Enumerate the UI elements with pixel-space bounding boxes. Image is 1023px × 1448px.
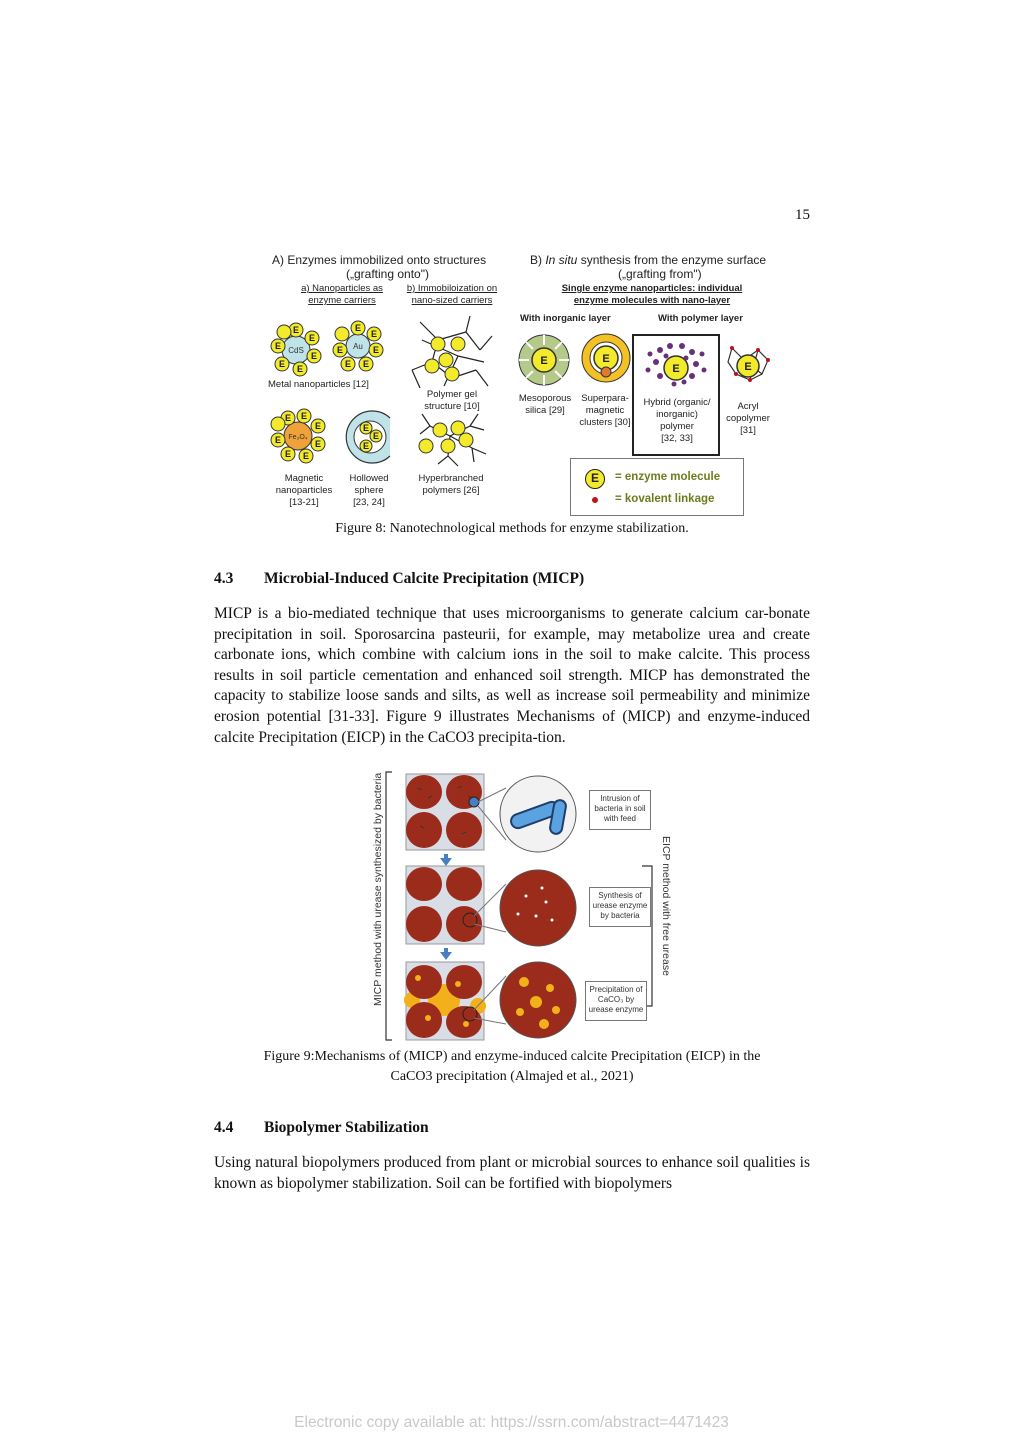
svg-text:E: E (292, 325, 300, 335)
acryl-line3: [31] (740, 425, 756, 436)
svg-text:E: E (302, 451, 310, 461)
section-title-4-4: Biopolymer Stabilization (264, 1119, 429, 1136)
svg-text:E: E (308, 333, 316, 343)
sub-b-line2: nano-sized carriers (411, 295, 493, 306)
hybrid-line2: inorganic) (656, 409, 698, 420)
hollowed-line2: sphere (354, 485, 384, 496)
svg-text:E: E (344, 359, 352, 369)
svg-text:E: E (354, 323, 362, 333)
svg-text:E: E (284, 413, 292, 423)
sub-a-line2: enzyme carriers (308, 295, 376, 306)
svg-text:E: E (336, 345, 344, 355)
hybrid-line4: [32, 33] (661, 433, 693, 444)
hollowed-sphere (346, 411, 390, 463)
section-number: 4.3 (214, 570, 234, 587)
left-bracket (386, 772, 392, 1040)
panel-b-rest: synthesis from the enzyme surface (577, 253, 767, 267)
sub-b-line1: b) Immobiloization on (406, 283, 498, 294)
hybrid-line1: Hybrid (organic/ (643, 397, 711, 408)
section-heading-4-4 (214, 1119, 429, 1137)
metal-nanoparticles-label: Metal nanoparticles [12] (268, 379, 369, 390)
polymer-gel-line1: Polymer gel (426, 389, 478, 400)
soil-panel-3 (404, 962, 486, 1040)
svg-text:E: E (362, 359, 370, 369)
panel-b-title (530, 254, 766, 268)
meso-line2: silica [29] (525, 405, 565, 416)
svg-text:E: E (744, 361, 752, 373)
micp-method-label: MICP method with urease synthesized by bacteria (372, 772, 384, 1006)
panel-b-prefix: B) (530, 253, 546, 267)
figure-8 (262, 250, 782, 518)
polymer-gel-line2: structure [10] (424, 401, 480, 412)
svg-text:E: E (274, 341, 282, 351)
precipitation-zoom (474, 962, 576, 1038)
svg-text:E: E (274, 435, 282, 445)
intrusion-box: Intrusion of bacteria in soil with feed (589, 790, 651, 830)
bacteria-zoom (478, 776, 576, 852)
soil-panel-1 (406, 774, 484, 850)
svg-text:E: E (672, 363, 680, 375)
magnetic-line1: Magnetic (284, 473, 324, 484)
svg-text:E: E (278, 359, 286, 369)
figure-9-caption-line2: CaCO3 precipitation (Almajed et al., 2021) (390, 1069, 634, 1084)
svg-text:E: E (362, 441, 370, 451)
panel-a-title: A) Enzymes immobilized onto structures (272, 253, 487, 267)
svg-text:E: E (370, 329, 378, 339)
eicp-method-label: EICP method with free urease (660, 836, 672, 976)
synthesis-box: Synthesis of urease enzyme by bacteria (589, 887, 651, 927)
meso-line1: Mesoporous (518, 393, 572, 404)
figure-8-legend (570, 458, 744, 516)
svg-text:E: E (602, 353, 610, 365)
figure-9-caption (214, 1047, 810, 1087)
section-heading-4-3 (214, 570, 584, 588)
svg-text:E: E (296, 364, 304, 374)
svg-text:E: E (310, 351, 318, 361)
urease-zoom (474, 870, 576, 946)
svg-text:E: E (300, 411, 308, 421)
down-arrow-icon (440, 854, 452, 866)
svg-text:E: E (314, 421, 322, 431)
ssrn-footer-link[interactable]: Electronic copy available at: https://ssrn.com/abstract=4471423 (294, 1414, 729, 1431)
section-number-4-4: 4.4 (214, 1119, 234, 1136)
legend-linkage-label: = kovalent linkage (615, 493, 715, 505)
panel-b-italic: In situ (545, 253, 578, 267)
svg-text:E: E (540, 355, 548, 367)
svg-text:E: E (362, 423, 370, 433)
acryl-line2: copolymer (726, 413, 770, 424)
magnetic-line3: [13-21] (289, 497, 319, 508)
section-title: Microbial-Induced Calcite Precipitation (MICP) (264, 570, 585, 587)
hollowed-line3: [23, 24] (353, 497, 385, 508)
acryl-line1: Acryl (737, 401, 759, 412)
figure-9 (366, 770, 676, 1044)
panel-a-subtitle: („grafting onto") (346, 267, 429, 281)
precipitation-box: Precipitation of CaCO₃ by urease enzyme (585, 981, 647, 1021)
polymer-header: With polymer layer (658, 313, 743, 324)
hyperbranched-line2: polymers [26] (422, 485, 480, 496)
hybrid-line3: polymer (660, 421, 694, 432)
svg-text:E: E (314, 439, 322, 449)
soil-panel-2 (406, 866, 484, 944)
figure-9-caption-line1: Figure 9:Mechanisms of (MICP) and enzyme-induced calcite Precipitation (EICP) in the (263, 1049, 761, 1064)
hyperbranched-enzymes (419, 421, 473, 453)
single-line1: Single enzyme nanoparticles: individual (561, 283, 743, 294)
linkage-dot-icon (592, 497, 598, 503)
svg-text:E: E (372, 431, 380, 441)
cds-label: CdS (288, 346, 304, 355)
figure-8-caption: Figure 8: Nanotechnological methods for enzyme stabilization. (335, 521, 689, 536)
sub-a-line1: a) Nanoparticles as (301, 283, 383, 294)
hollowed-line1: Hollowed (349, 473, 389, 484)
down-arrow-icon-2 (440, 948, 452, 960)
biopolymer-paragraph: Using natural biopolymers produced from plant or microbial sources to enhance soil qualities is known as biopolymer stabilization. Soil can be fortified with biopolymers (214, 1154, 810, 1192)
super-line1: Superpara- (581, 393, 629, 404)
legend-enzyme-label: = enzyme molecule (615, 471, 721, 483)
hyperbranched-line1: Hyperbranched (418, 473, 484, 484)
inorganic-header: With inorganic layer (520, 313, 611, 324)
micp-paragraph: MICP is a bio-mediated technique that uses microorganisms to generate calcium car-bonate precipitation in soil. Sporosarcina pasteurii, for example, may metabolize urea and create carbonate ions, which combine with calcium ions in the soil to make calcite. This process results in soil particle cementation and enhanced soil strength. MICP has demonstrated the capacity to stabilize loose sands and silts, as well as increase soil permeability and minimize erosion potential [31-33]. Figure 9 illustrates Mechanisms of (MICP) and enzyme-induced calcite Precipitation (EICP) in the CaCO3 precipita-tion. (214, 605, 810, 746)
single-line2: enzyme molecules with nano-layer (573, 295, 731, 306)
polymer-gel-enzymes (425, 337, 465, 381)
svg-text:E: E (372, 345, 380, 355)
panel-b-subtitle: („grafting from") (618, 267, 702, 281)
page-number: 15 (795, 207, 810, 223)
super-line3: clusters [30] (579, 417, 631, 428)
enzyme-symbol-icon: E (585, 469, 605, 489)
fe-label: Fe₃O₄ (288, 434, 308, 441)
super-line2: magnetic (585, 405, 625, 416)
svg-text:E: E (284, 449, 292, 459)
magnetic-line2: nanoparticles (275, 485, 333, 496)
au-label: Au (353, 342, 363, 351)
